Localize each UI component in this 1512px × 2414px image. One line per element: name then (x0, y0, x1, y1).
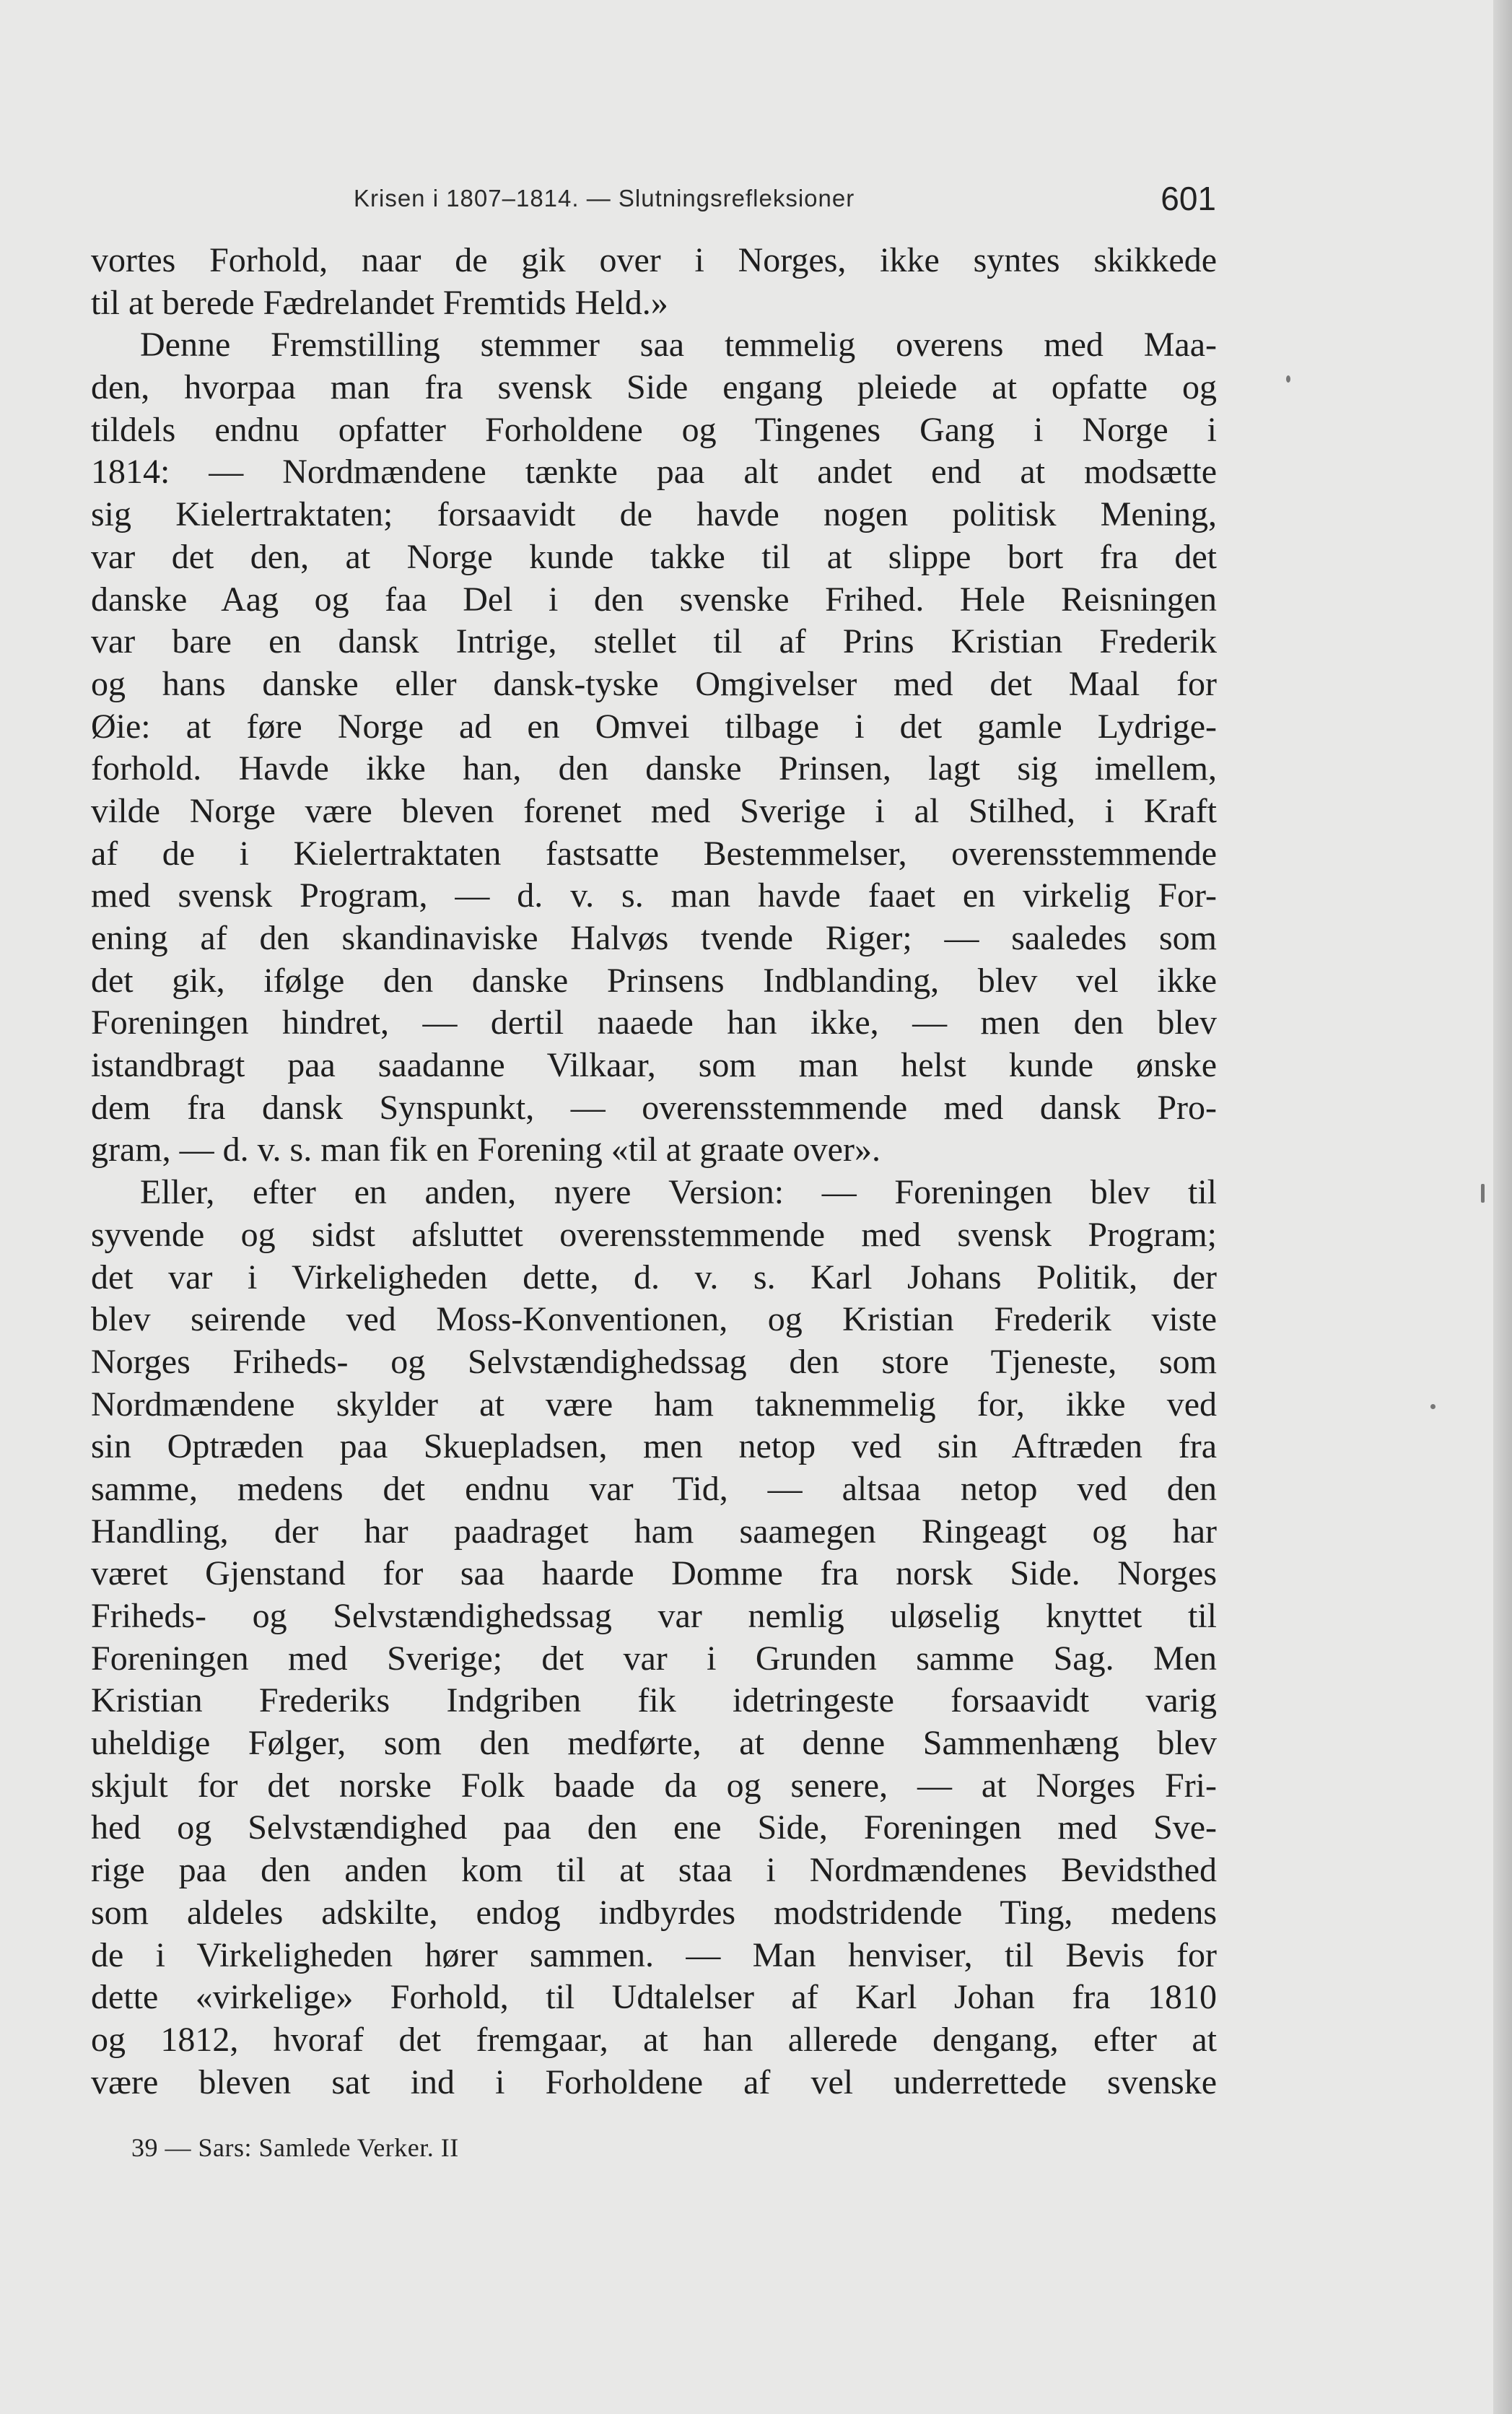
text-line: som aldeles adskilte, endog indbyrdes modstridende Ting, medens (91, 1893, 1217, 1932)
text-line: Norges Friheds- og Selvstændighedssag den store Tjeneste, som (91, 1342, 1217, 1381)
printer-signature: 39 — Sars: Samlede Verker. II (131, 2133, 459, 2162)
text-line: den, hvorpaa man fra svensk Side engang pleiede at opfatte og (91, 368, 1217, 407)
text-line: af de i Kielertraktaten fastsatte Bestemmelser, overensstemmende (91, 834, 1217, 873)
text-line: til at berede Fædrelandet Fremtids Held.» (91, 283, 668, 322)
text-line: uheldige Følger, som den medførte, at denne Sammenhæng blev (91, 1724, 1217, 1763)
text-line: var det den, at Norge kunde takke til at slippe bort fra det (91, 537, 1217, 576)
text-line: dem fra dansk Synspunkt, — overensstemmende med dansk Pro- (91, 1088, 1217, 1127)
text-line: med svensk Program, — d. v. s. man havde faaet en virkelig For- (91, 876, 1217, 915)
text-line: Friheds- og Selvstændighedssag var nemlig uløselig knyttet til (91, 1597, 1217, 1635)
text-line: de i Virkeligheden hører sammen. — Man henviser, til Bevis for (91, 1935, 1217, 1974)
text-line: det gik, ifølge den danske Prinsens Indblanding, blev vel ikke (91, 961, 1217, 1000)
text-line: Denne Fremstilling stemmer saa temmelig overens med Maa- (140, 326, 1217, 365)
text-line: ening af den skandinaviske Halvøs tvende Riger; — saaledes som (91, 919, 1217, 957)
text-line: og hans danske eller dansk-tyske Omgivelser med det Maal for (91, 664, 1217, 703)
text-line: danske Aag og faa Del i den svenske Frihed. Hele Reisningen (91, 580, 1217, 619)
text-line: 1814: — Nordmændene tænkte paa alt andet end at modsætte (91, 453, 1217, 492)
text-line: være bleven sat ind i Forholdene af vel underrettede svenske (91, 2062, 1217, 2101)
text-line: blev seirende ved Moss-Konventionen, og Kristian Frederik viste (91, 1300, 1217, 1339)
text-line: samme, medens det endnu var Tid, — altsaa netop ved den (91, 1469, 1217, 1508)
text-line: Kristian Frederiks Indgriben fik idetringeste forsaavidt varig (91, 1681, 1217, 1720)
text-line: været Gjenstand for saa haarde Domme fra norsk Side. Norges (91, 1554, 1217, 1593)
text-line: sin Optræden paa Skuepladsen, men netop ved sin Aftræden fra (91, 1427, 1217, 1466)
text-line: vortes Forhold, naar de gik over i Norges, ikke syntes skikkede (91, 241, 1217, 279)
text-line: forhold. Havde ikke han, den danske Prinsen, lagt sig imellem, (91, 749, 1217, 788)
text-line: Handling, der har paadraget ham saamegen Ringeagt og har (91, 1512, 1217, 1551)
text-line: rige paa den anden kom til at staa i Nordmændenes Bevidsthed (91, 1851, 1217, 1890)
text-line: det var i Virkeligheden dette, d. v. s. Karl Johans Politik, der (91, 1258, 1217, 1297)
page-number: 601 (1161, 180, 1216, 217)
text-line: og 1812, hvoraf det fremgaar, at han allerede dengang, efter at (91, 2020, 1217, 2059)
running-title: Krisen i 1807–1814. — Slutningsrefleksioner (354, 185, 855, 212)
text-line: var bare en dansk Intrige, stellet til af Prins Kristian Frederik (91, 622, 1217, 661)
text-line: Eller, efter en anden, nyere Version: — Foreningen blev til (140, 1173, 1217, 1212)
text-line: skjult for det norske Folk baade da og senere, — at Norges Fri- (91, 1766, 1217, 1805)
paper-speck (1430, 1404, 1435, 1409)
text-line: dette «virkelige» Forhold, til Udtalelser af Karl Johan fra 1810 (91, 1978, 1217, 2017)
text-line: Foreningen med Sverige; det var i Grunden samme Sag. Men (91, 1639, 1217, 1678)
text-line: Øie: at føre Norge ad en Omvei tilbage i det gamle Lydrige- (91, 707, 1217, 746)
text-line: istandbragt paa saadanne Vilkaar, som man helst kunde ønske (91, 1046, 1217, 1085)
page-header (94, 179, 1216, 230)
text-line: gram, — d. v. s. man fik en Forening «til at graate over». (91, 1130, 880, 1169)
text-line: tildels endnu opfatter Forholdene og Tingenes Gang i Norge i (91, 410, 1217, 449)
text-line: syvende og sidst afsluttet overensstemmende med svensk Program; (91, 1215, 1217, 1254)
text-line: hed og Selvstændighed paa den ene Side, Foreningen med Sve- (91, 1808, 1217, 1847)
text-line: Foreningen hindret, — dertil naaede han ikke, — men den blev (91, 1003, 1217, 1042)
body-text (91, 240, 1217, 2104)
text-line: sig Kielertraktaten; forsaavidt de havde nogen politisk Mening, (91, 495, 1217, 534)
page-edge-shadow (1493, 0, 1512, 2414)
paper-speck (1481, 1184, 1485, 1203)
text-line: Nordmændene skylder at være ham taknemmelig for, ikke ved (91, 1385, 1217, 1424)
text-line: vilde Norge være bleven forenet med Sverige i al Stilhed, i Kraft (91, 791, 1217, 830)
paper-speck (1286, 375, 1290, 383)
